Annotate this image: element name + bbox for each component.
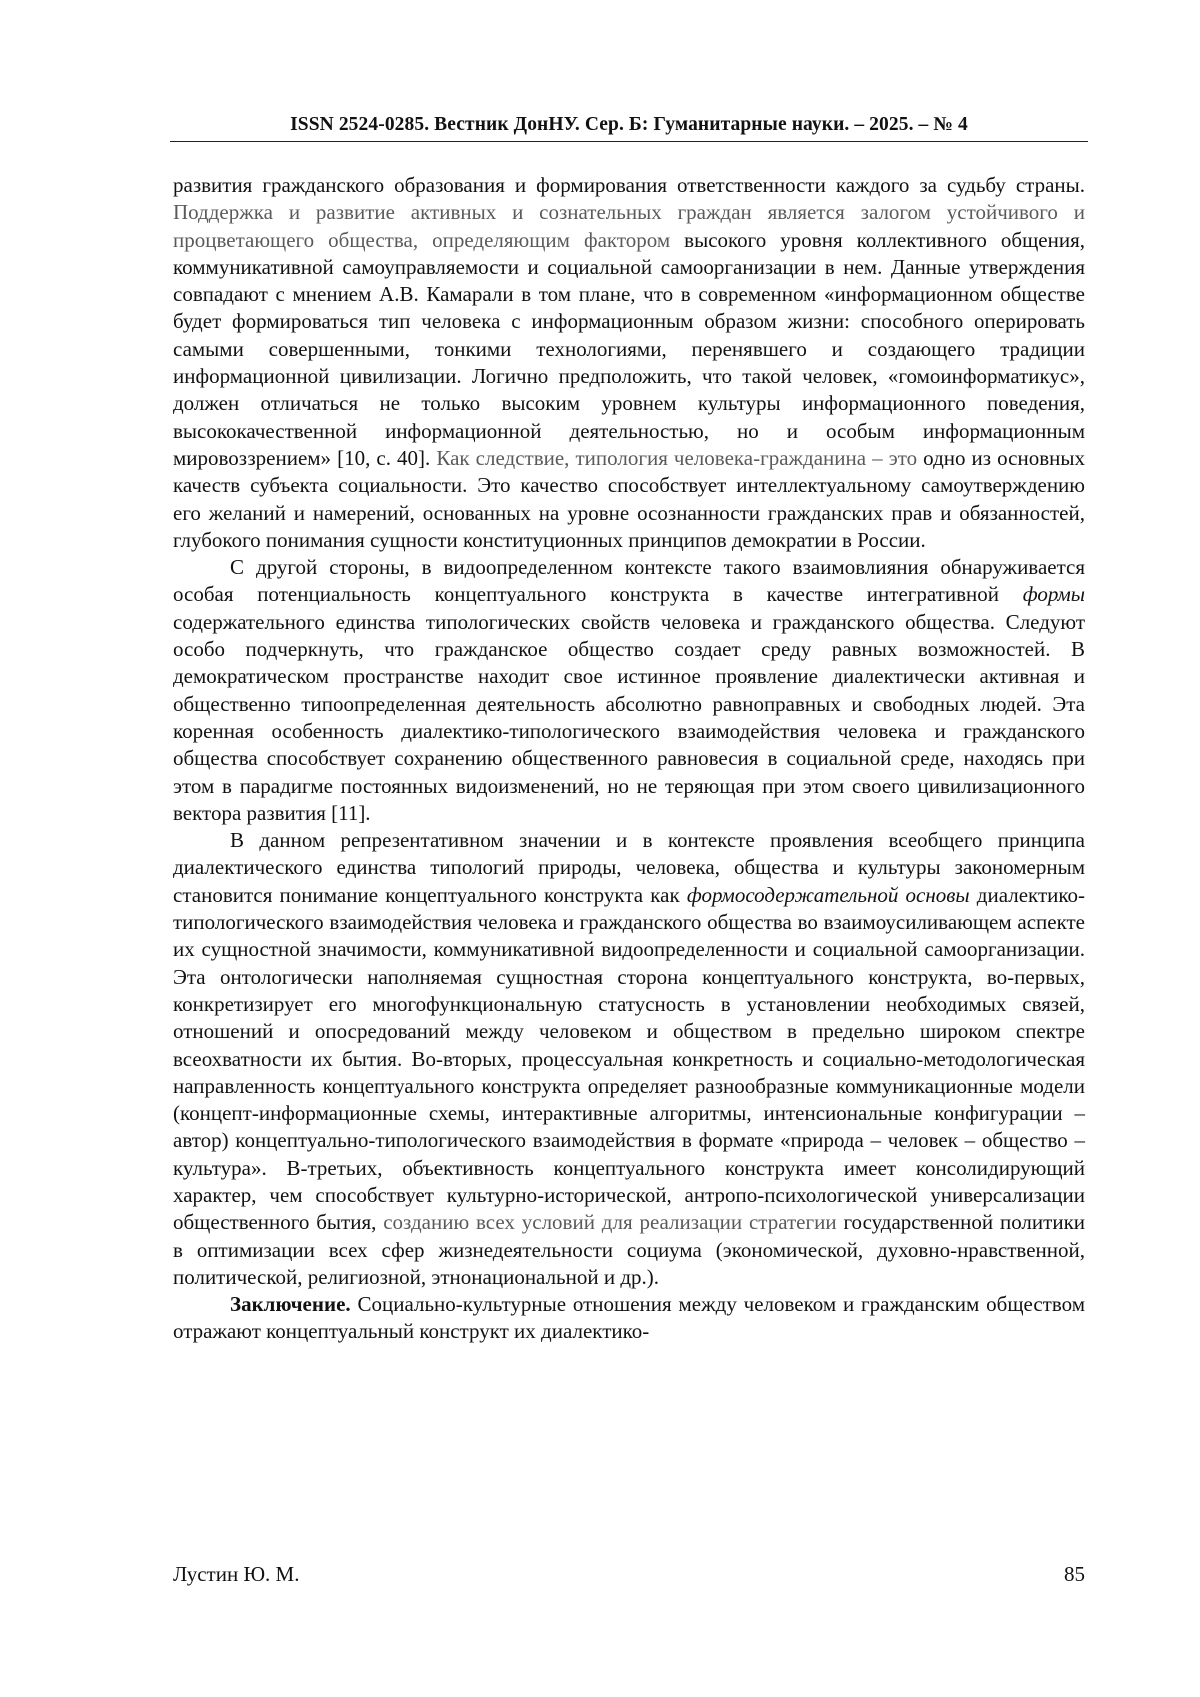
text-run: содержательного единства типологических свойств человека и гражданского общества. Следуют особо подчеркнуть, что гражданское общество создает среду равных возможностей. В демократическом пространстве находит свое истинное проявление диалектически активная и общественно типоопределенная деятельность абсолютно равноправных и свободных людей. Эта коренная особенность диалектико-типологического взаимодействия человека и гражданского общества способствует сохранению общественного равновесия в социальной среде, находясь при этом в парадигме постоянных видоизменений, но не теряющая при этом своего цивилизационного вектора развития [11]. bbox=[173, 609, 1085, 825]
running-header: ISSN 2524-0285. Вестник ДонНУ. Сер. Б: Гуманитарные науки. – 2025. – № 4 bbox=[290, 114, 968, 135]
footer-author: Лустин Ю. М. bbox=[173, 1562, 300, 1586]
page-number: 85 bbox=[1064, 1562, 1085, 1586]
text-run-gray: Поддержка и развитие активных и сознательных граждан является залогом устойчивого и процветающего общества, определяющим фактором bbox=[173, 200, 1085, 252]
text-run: высокого уровня коллективного общения, коммуникативной самоуправляемости и социальной самоорганизации в нем. Данные утверждения совпадают с мнением А.В. Камарали в том плане, что в современном «информационном обществе будет формироваться тип человека с информационным образом жизни: способного оперировать самыми совершенными, тонкими технологиями, перенявшего и создающего традиции информационной цивилизации. Логично предположить, что такой человек, «гомоинформатикус», должен отличаться не только высоким уровнем культуры информационного поведения, высококачественной информационной деятельностью, но и особым информационным мировоззрением» [10, с. 40]. bbox=[173, 227, 1085, 470]
text-run-gray: Как следствие, типология человека-гражданина – это bbox=[436, 445, 918, 470]
text-run: одно из основных качеств субъекта социальности. Это качество способствует интеллектуальному самоутверждению его желаний и намерений, основанных на уровне осознанности гражданских прав и обязанностей, глубокого понимания сущности конституционных принципов демократии в России. bbox=[173, 445, 1085, 552]
paragraph bbox=[173, 554, 1085, 827]
paragraph bbox=[173, 172, 1085, 554]
text-run: государственной политики в оптимизации всех сфер жизнедеятельности социума (экономической, духовно-нравственной, политической, религиозной, этнонациональной и др.). bbox=[173, 1210, 1086, 1289]
text-run: диалектико-типологического взаимодействия человека и гражданского общества во взаимоусиливающем аспекте их сущностной значимости, коммуникативной видоопределенности и социальной самоорганизации. Эта онтологически наполняемая сущностная сторона концептуального конструкта, во-первых, конкретизирует его многофункциональную статусность в установлении необходимых связей, отношений и опосредований между человеком и обществом в предельно широком спектре всеохватности их бытия. Во-вторых, процессуальная конкретность и социально-методологическая направленность концептуального конструкта определяет разнообразные коммуникационные модели (концепт-информационные схемы, интерактивные алгоритмы, интенсиональные конфигурации – автор) концептуально-типологического взаимодействия в формате «природа – человек – общество – культура». В-третьих, объективность концептуального конструкта имеет консолидирующий характер, чем способствует культурно-исторической, антропо-психологической универсализации общественного бытия, bbox=[173, 882, 1085, 1235]
conclusion-heading: Заключение. bbox=[230, 1292, 351, 1317]
text-run-italic: формы bbox=[1022, 582, 1085, 607]
text-run-italic: формосодержательной основы bbox=[686, 882, 970, 907]
text-run: развития гражданского образования и формирования ответственности каждого за судьбу страны. bbox=[173, 173, 1085, 197]
article-body bbox=[173, 172, 1085, 1346]
text-run: С другой стороны, в видоопределенном контексте такого взаимовлияния обнаруживается особая потенциальность концептуального конструкта в качестве интегративной bbox=[173, 555, 1085, 607]
header-divider bbox=[170, 141, 1088, 142]
text-run: В данном репрезентативном значении и в контексте проявления всеобщего принципа диалектического единства типологий природы, человека, общества и культуры закономерным становится понимание концептуального конструкта как bbox=[173, 828, 1085, 907]
paragraph bbox=[173, 1291, 1085, 1346]
text-run: Социально-культурные отношения между человеком и гражданским обществом отражают концептуальный конструкт их диалектико- bbox=[173, 1292, 1085, 1344]
text-run-gray: созданию всех условий для реализации стратегии bbox=[383, 1210, 837, 1235]
paragraph bbox=[173, 827, 1085, 1291]
